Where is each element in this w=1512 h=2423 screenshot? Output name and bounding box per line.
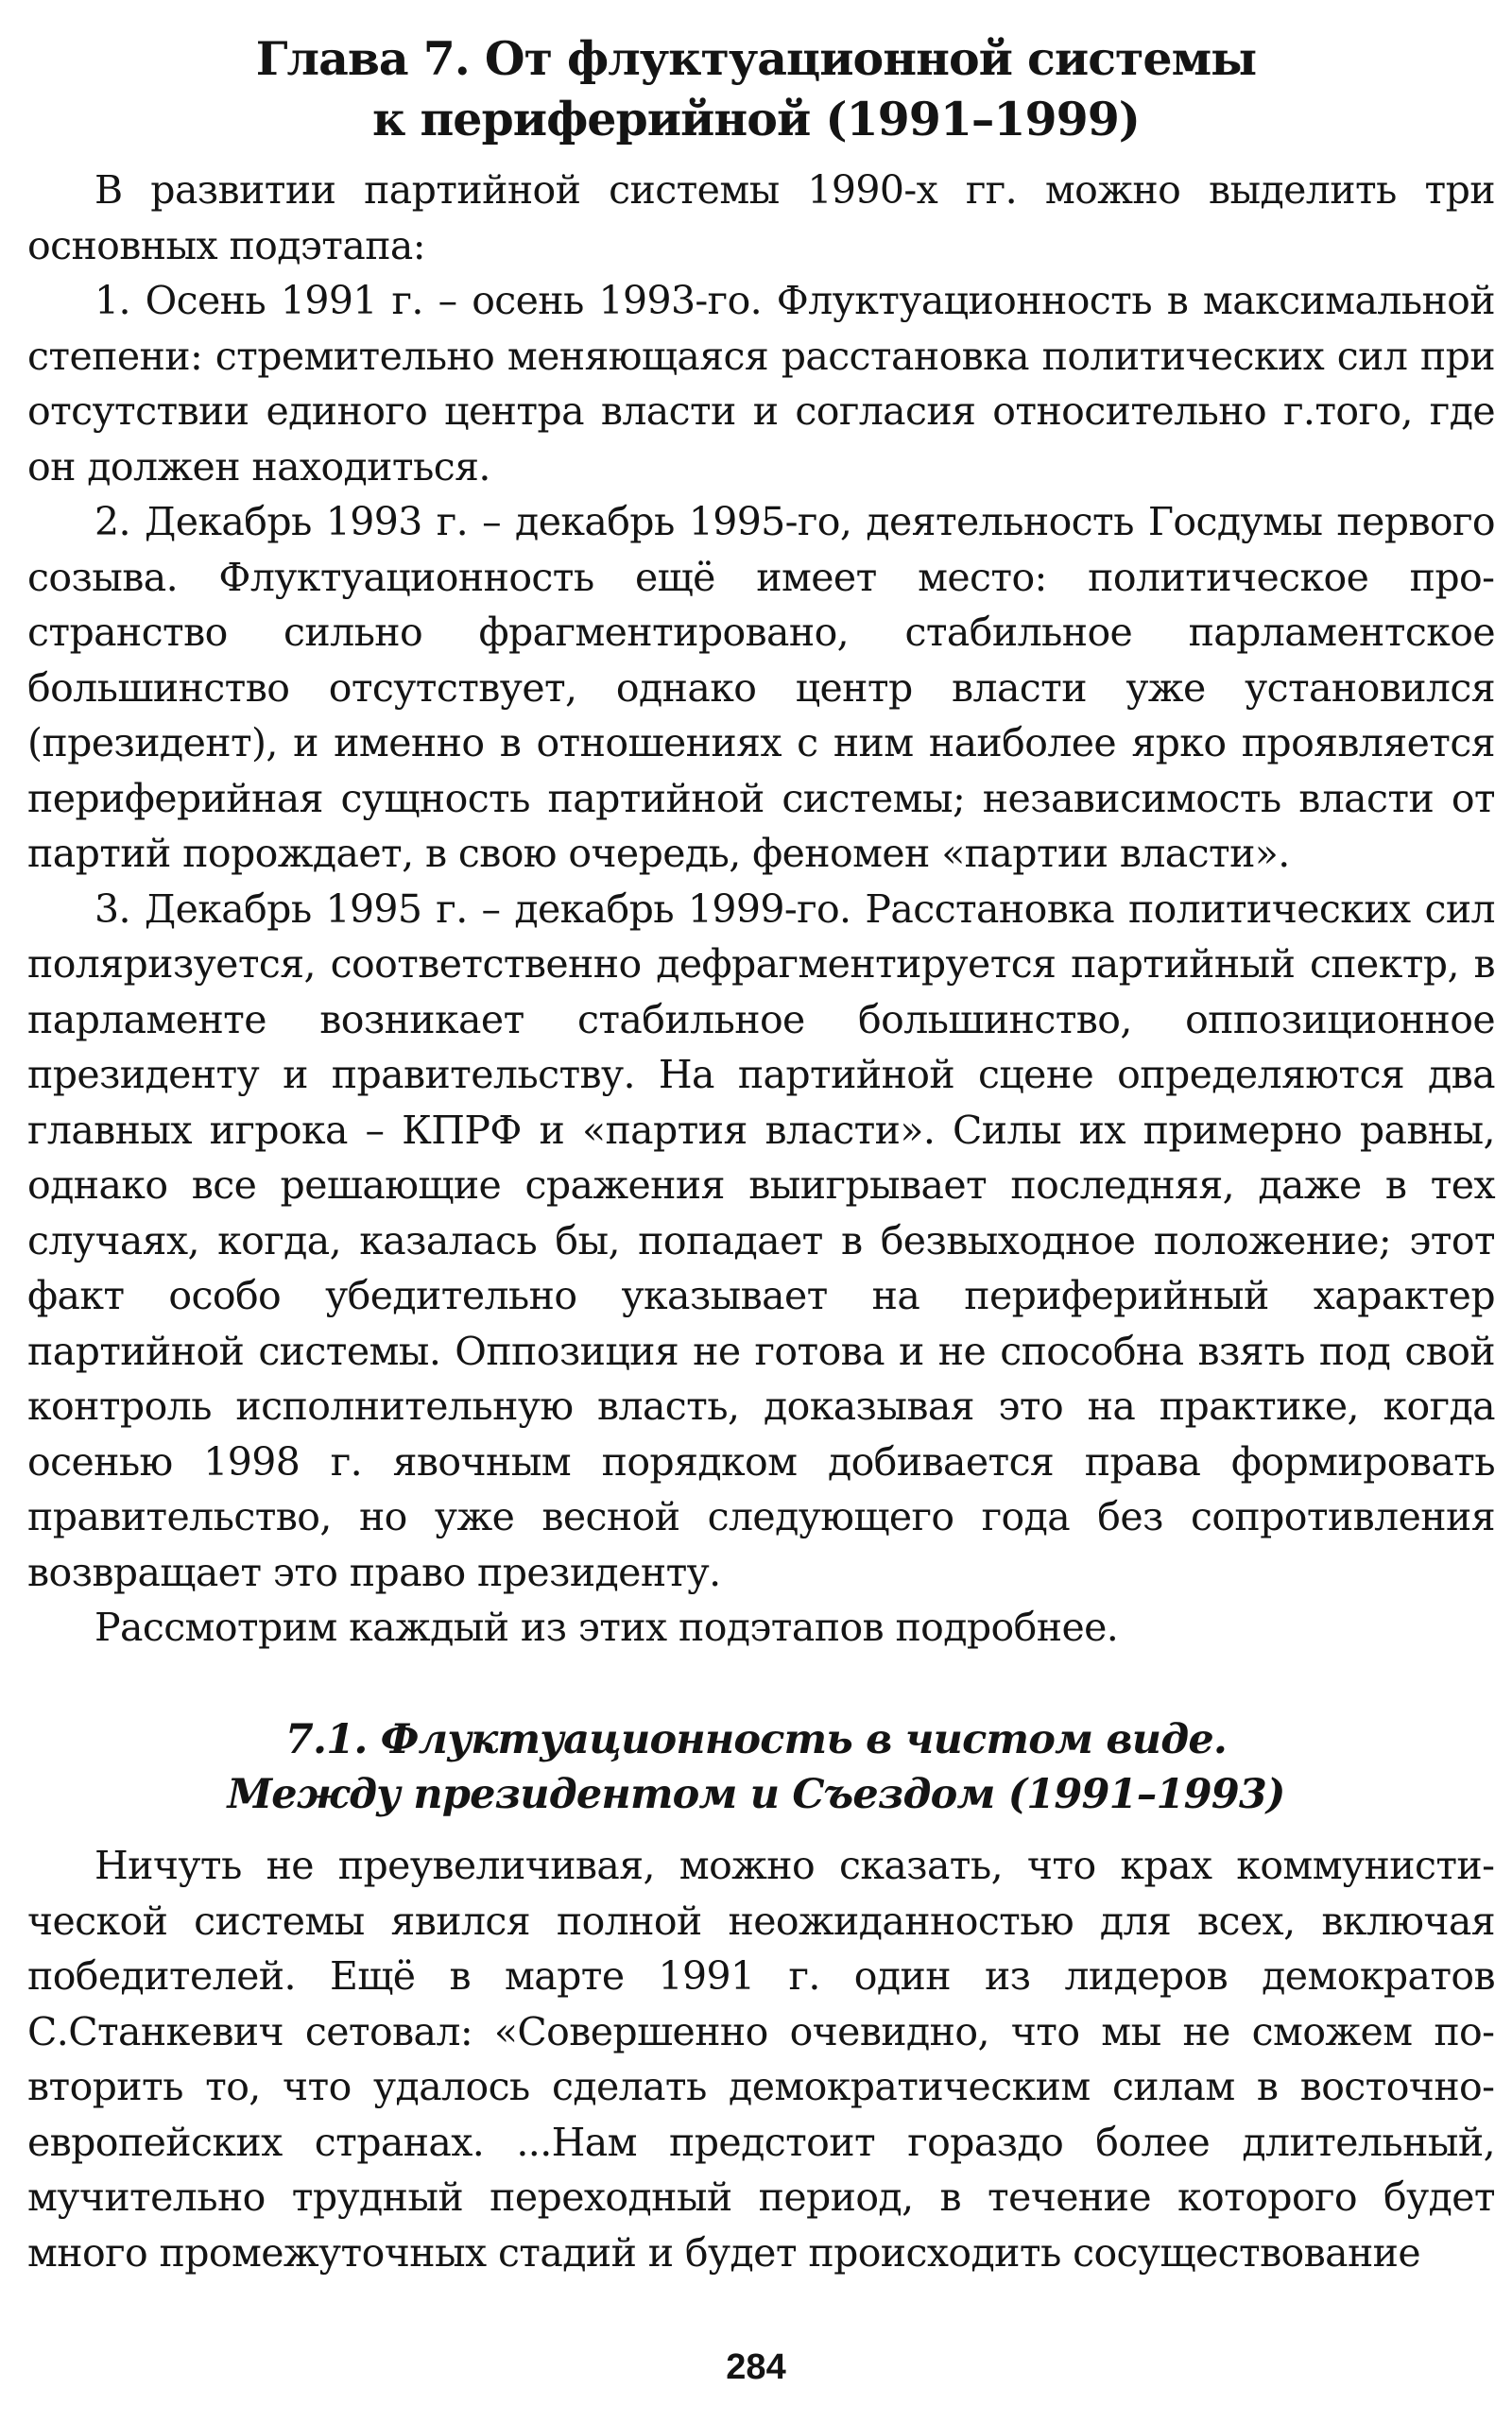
chapter-title bbox=[0, 28, 1512, 149]
paragraph-section-1: Ничуть не преувеличивая, можно сказать, что крах коммунистической системы явился полной неожиданностью для всех, включая победителей. Ещё в марте 1991 г. один из лидеров демократов С.Станкевич сетовал: «Совершенно очевидно, что мы не сможем повторить то, что удалось сделать демократическим силам в восточноевропейских странах. ...Нам предстоит гораздо более длительный, мучительно трудный переходный период, в течение которого будет много промежуточных стадий и будет происходить сосуществование bbox=[27, 1843, 1495, 2276]
paragraph-stage-1: 1. Осень 1991 г. – осень 1993-го. Флуктуационность в максимальной степени: стремительно меняющаяся расстановка политических сил при отсутствии единого центра власти и согласия относительно г.того, где он должен находиться. bbox=[27, 278, 1495, 490]
section-title-line-1: 7.1. Флуктуационность в чистом виде. bbox=[284, 1716, 1228, 1763]
paragraph-stage-3: 3. Декабрь 1995 г. – декабрь 1999-го. Расстановка политических сил поляризуется, соответственно дефрагментируется партийный спектр, в парламенте возникает стабильное большинство, оппозиционное президенту и правительству. На партийной сцене определяются два главных игрока – КПРФ и «партия власти». Силы их примерно равны, однако все решающие сражения выигрывает последняя, даже в тех случаях, когда, казалась бы, попадает в безвыходное положение; этот факт особо убедительно указывает на периферийный характер партийной системы. Оппозиция не готова и не способна взять под свой контроль исполнительную власть, доказывая это на практике, когда осенью 1998 г. явочным порядком добивается права формировать правительство, но уже весной следующего года без сопротивления возвращает это право президенту. bbox=[27, 885, 1495, 1595]
page-number: 284 bbox=[726, 2347, 786, 2387]
section-title bbox=[0, 1712, 1512, 1822]
chapter-title-line-2: к периферийной (1991–1999) bbox=[372, 92, 1140, 146]
paragraph-stage-2: 2. Декабрь 1993 г. – декабрь 1995-го, деятельность Госдумы первого созыва. Флуктуационность ещё имеет место: политическое пространство сильно фрагментировано, стабильное парламентское большинство отсутствует, однако центр власти уже установился (президент), и именно в отношениях с ним наиболее ярко проявляется периферийная сущность партийной системы; независимость власти от партий порождает, в свою очередь, феномен «партии власти». bbox=[27, 499, 1495, 876]
section-text bbox=[27, 1838, 1495, 2280]
section-title-line-2: Между президентом и Съездом (1991–1993) bbox=[227, 1771, 1285, 1818]
paragraph-conclusion: Рассмотрим каждый из этих подэтапов подробнее. bbox=[94, 1605, 1119, 1650]
paragraph-intro: В развитии партийной системы 1990-х гг. можно выделить три основных подэтапа: bbox=[27, 167, 1495, 268]
chapter-title-line-1: Глава 7. От флуктуационной системы bbox=[255, 31, 1257, 86]
intro-text bbox=[27, 163, 1495, 1656]
